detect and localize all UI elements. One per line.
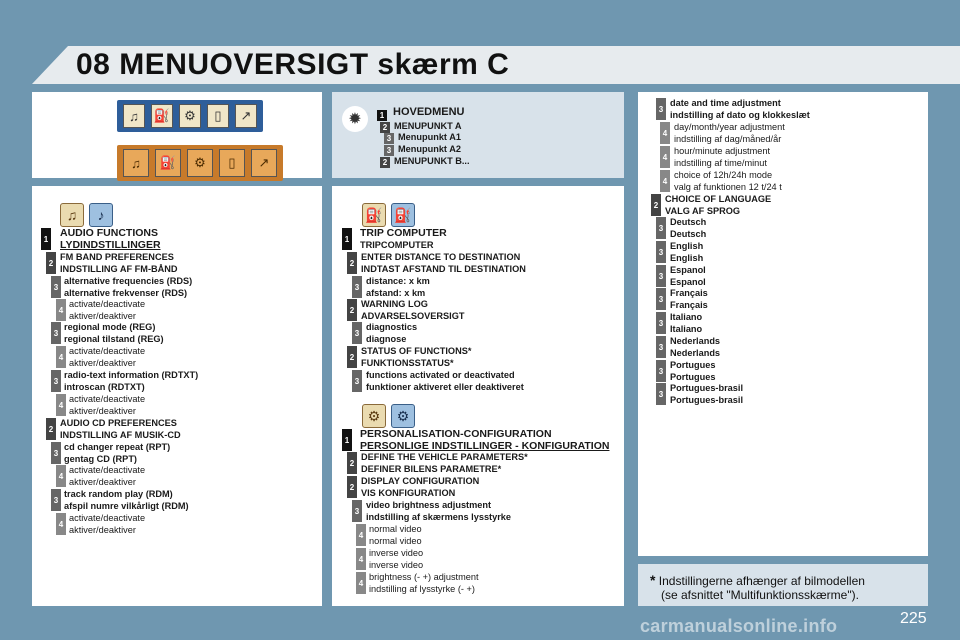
level-badge-3: 3: [656, 383, 666, 405]
level-badge-4: 4: [56, 394, 66, 416]
level-badge-1: 1: [41, 228, 51, 250]
footnote: [650, 573, 865, 602]
level-badge-2: 2: [347, 476, 357, 498]
level-badge-4: 4: [660, 170, 670, 192]
level-badge: 2: [380, 122, 390, 133]
brightness-level: brightness (- +) adjustment indstilling af lysstyrke (- +): [369, 572, 479, 594]
cd-preferences: AUDIO CD PREFERENCES INDSTILLING AF MUSIK-CD: [60, 418, 181, 440]
level-badge-3: 3: [51, 276, 61, 298]
legend-panel: [332, 92, 624, 178]
rds-item: alternative frequencies (RDS) alternative frekvenser (RDS): [64, 276, 193, 298]
language-item: Français Français: [670, 288, 708, 310]
level-badge-4: 4: [356, 524, 366, 546]
clock-format: choice of 12h/24h mode valg af funktionen 12 t/24 t: [674, 170, 782, 192]
trip-icon: ⛽: [151, 104, 173, 128]
page-number: 225: [900, 610, 927, 627]
rdtxt-item: radio-text information (RDTXT) introscan (RDTXT): [64, 370, 199, 392]
level-badge-4: 4: [356, 548, 366, 570]
configuration-icon: ⚙: [391, 404, 415, 428]
level-badge-3: 3: [656, 288, 666, 310]
level-badge-4: 4: [660, 122, 670, 144]
nav-icon: ↗: [251, 149, 277, 177]
time-adjustment: hour/minute adjustment indstilling af time/minut: [674, 146, 771, 168]
level-badge-3: 3: [656, 312, 666, 334]
level-badge-3: 3: [352, 276, 362, 298]
functions-state: functions activated or deactivated funktioner aktiveret eller deaktiveret: [366, 370, 524, 392]
rdm-item: track random play (RDM) afspil numre vilkårligt (RDM): [64, 489, 189, 511]
audio-icon: ♫: [123, 104, 145, 128]
audio-icon: ♫: [123, 149, 149, 177]
level-badge-3: 3: [656, 265, 666, 287]
audio-title: AUDIO FUNCTIONS LYDINDSTILLINGER: [60, 227, 161, 251]
activate-item: activate/deactivate aktiver/deaktiver: [69, 299, 146, 321]
level-badge-2: 2: [347, 346, 357, 368]
level-badge: 3: [384, 145, 394, 156]
legend-item: MENUPUNKT A: [394, 121, 462, 131]
footnote-line2: (se afsnittet "Multifunktionsskærme").: [661, 588, 859, 602]
level-badge-4: 4: [356, 572, 366, 594]
level-badge-4: 4: [56, 346, 66, 368]
language-item: Portugues Portugues: [670, 360, 716, 382]
level-badge-3: 3: [352, 500, 362, 522]
level-badge: 3: [384, 133, 394, 144]
date-time-adjustment: date and time adjustment indstilling af dato og klokkeslæt: [670, 98, 810, 120]
vehicle-parameters: DEFINE THE VEHICLE PARAMETERS* DEFINER BILENS PARAMETRE*: [361, 452, 528, 474]
phone-icon: ▯: [207, 104, 229, 128]
level-badge: 2: [380, 157, 390, 168]
normal-video: normal video normal video: [369, 524, 422, 546]
nav-icon: ↗: [235, 104, 257, 128]
level-badge-1: 1: [342, 429, 352, 451]
level-badge-2: 2: [651, 194, 661, 216]
level-badge-3: 3: [352, 370, 362, 392]
status-functions: STATUS OF FUNCTIONS* FUNKTIONSSTATUS*: [361, 346, 472, 368]
rpt-item: cd changer repeat (RPT) gentag CD (RPT): [64, 442, 171, 464]
footnote-star: *: [650, 572, 656, 588]
language-item: English English: [670, 241, 704, 263]
language-choice: CHOICE OF LANGUAGE VALG AF SPROG: [665, 194, 772, 216]
trip-title: TRIP COMPUTER TRIPCOMPUTER: [360, 227, 447, 250]
language-item: Deutsch Deutsch: [670, 217, 707, 239]
trip-icon: ⛽: [155, 149, 181, 177]
level-badge-3: 3: [656, 217, 666, 239]
brightness-adjustment: video brightness adjustment indstilling af skærmens lysstyrke: [366, 500, 512, 522]
date-adjustment: day/month/year adjustment indstilling af dag/måned/år: [674, 122, 785, 144]
language-item: Italiano Italiano: [670, 312, 703, 334]
level-badge-2: 2: [46, 418, 56, 440]
distance-entry: ENTER DISTANCE TO DESTINATION INDTAST AFSTAND TIL DESTINATION: [361, 252, 526, 274]
reg-item: regional mode (REG) regional tilstand (REG): [64, 322, 164, 344]
diagnostics: diagnostics diagnose: [366, 322, 418, 344]
level-badge-2: 2: [347, 252, 357, 274]
activate-item: activate/deactivate aktiver/deaktiver: [69, 513, 146, 535]
personalisation-title: PERSONALISATION-CONFIGURATION PERSONLIGE INDSTILLINGER - KONFIGURATION: [360, 428, 610, 452]
activate-item: activate/deactivate aktiver/deaktiver: [69, 465, 146, 487]
legend-item: MENUPUNKT B...: [394, 156, 470, 166]
level-badge-4: 4: [56, 299, 66, 321]
level-badge-2: 2: [46, 252, 56, 274]
level-badge-3: 3: [352, 322, 362, 344]
warning-log: WARNING LOG ADVARSELSOVERSIGT: [361, 299, 465, 321]
level-badge-3: 3: [51, 442, 61, 464]
activate-item: activate/deactivate aktiver/deaktiver: [69, 394, 146, 416]
fuel-pump-icon: ⛽: [391, 203, 415, 227]
level-badge-3: 3: [656, 336, 666, 358]
language-item: Espanol Espanol: [670, 265, 706, 287]
level-badge-4: 4: [56, 513, 66, 535]
screen-icon-strip-blue: [117, 100, 263, 132]
footnote-line1: Indstillingerne afhænger af bilmodellen: [658, 574, 865, 588]
screen-icon-strip-orange: [117, 145, 283, 181]
activate-item: activate/deactivate aktiver/deaktiver: [69, 346, 146, 368]
inverse-video: inverse video inverse video: [369, 548, 424, 570]
legend-item: Menupunkt A2: [398, 144, 461, 154]
gear-icon: ✹: [342, 106, 368, 132]
configuration-icon: ⚙: [362, 404, 386, 428]
legend-item: Menupunkt A1: [398, 132, 461, 142]
display-configuration: DISPLAY CONFIGURATION VIS KONFIGURATION: [361, 476, 480, 498]
audio-section-icon: ♫: [60, 203, 84, 227]
audio-section-icon: ♪: [89, 203, 113, 227]
distance-value: distance: x km afstand: x km: [366, 276, 430, 298]
settings-icon: ⚙: [187, 149, 213, 177]
level-badge: 1: [377, 110, 387, 121]
level-badge-3: 3: [656, 360, 666, 382]
fm-preferences: FM BAND PREFERENCES INDSTILLING AF FM-BÅND: [60, 252, 178, 274]
level-badge-3: 3: [51, 322, 61, 344]
legend-title: HOVEDMENU: [393, 106, 465, 118]
level-badge-4: 4: [660, 146, 670, 168]
level-badge-1: 1: [342, 228, 352, 250]
fuel-pump-icon: ⛽: [362, 203, 386, 227]
language-item: Nederlands Nederlands: [670, 336, 721, 358]
phone-icon: ▯: [219, 149, 245, 177]
level-badge-3: 3: [656, 98, 666, 120]
level-badge-3: 3: [656, 241, 666, 263]
page-title: 08 MENUOVERSIGT skærm C: [76, 48, 510, 81]
settings-icon: ⚙: [179, 104, 201, 128]
language-item: Portugues-brasil Portugues-brasil: [670, 383, 744, 405]
watermark: carmanualsonline.info: [640, 616, 838, 636]
level-badge-2: 2: [347, 299, 357, 321]
level-badge-3: 3: [51, 370, 61, 392]
level-badge-3: 3: [51, 489, 61, 511]
level-badge-4: 4: [56, 465, 66, 487]
level-badge-2: 2: [347, 452, 357, 474]
